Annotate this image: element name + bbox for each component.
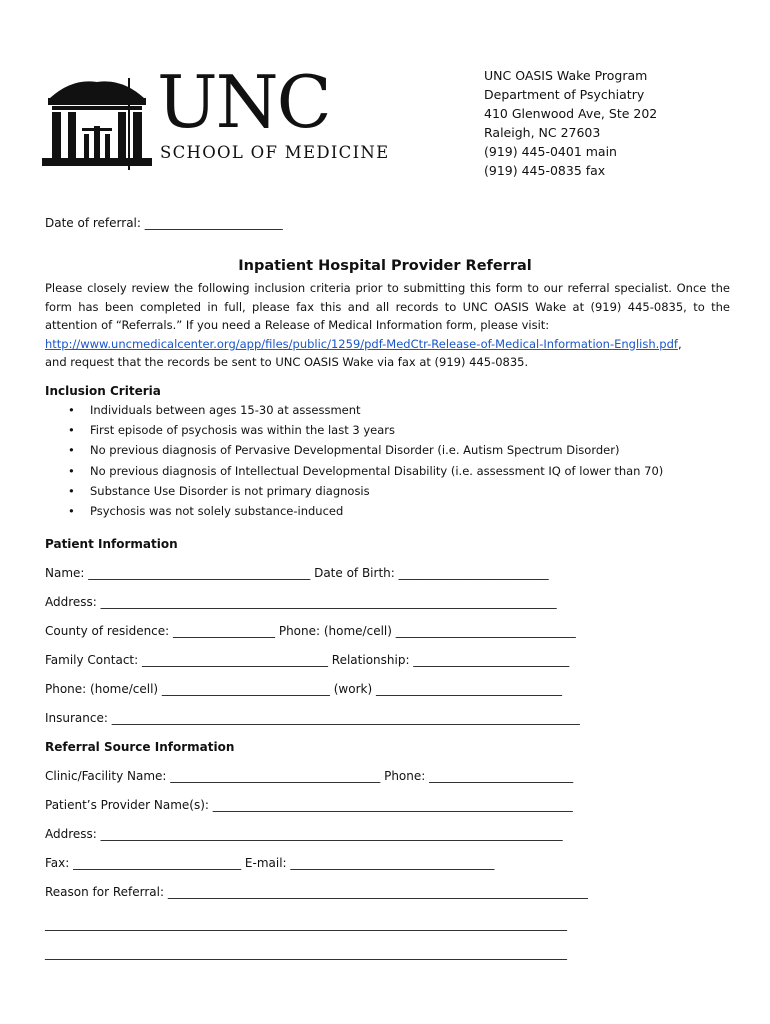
date-of-referral-field[interactable]: Date of referral: _______________________ [45,216,283,230]
insurance-field[interactable]: Insurance: ______________________________________________________________________________ [45,711,580,725]
link-suffix: , [677,336,682,351]
inclusion-criteria-heading: Inclusion Criteria [45,384,161,398]
referral-source-heading: Referral Source Information [45,740,235,754]
form-title: Inpatient Hospital Provider Referral [238,258,532,274]
criterion-text: Individuals between ages 15-30 at assessment [90,403,361,417]
criterion-text: Psychosis was not solely substance-induced [90,503,344,518]
criterion-text: No previous diagnosis of Pervasive Developmental Disorder (i.e. Autism Spectrum Disorder) [90,443,620,458]
list-item [68,420,663,440]
intro-text-2: and request that the records be sent to UNC OASIS Wake via fax at (919) 445-0835. [45,355,529,369]
release-form-link[interactable]: http://www.uncmedicalcenter.org/app/files/public/1259/pdf-MedCtr-Release-of-Medical-Information-English.pdf [45,336,678,351]
reason-extra-line[interactable]: _______________________________________________________________________________________ [45,946,567,960]
bullet-icon: • [68,483,75,498]
address-line: UNC OASIS Wake Program [484,68,648,83]
list-item [68,461,663,481]
referral-address-field[interactable]: Address: _____________________________________________________________________________ [45,827,563,841]
contact-phone-field[interactable]: Phone: (home/cell) ____________________________ (work) _______________________________ [45,682,562,696]
logo-unc-text: UNC [157,60,330,144]
patient-name-dob-field[interactable]: Name: _____________________________________ Date of Birth: _________________________ [45,566,549,580]
address-line: Raleigh, NC 27603 [484,125,601,140]
criterion-text: First episode of psychosis was within the last 3 years [90,423,395,438]
intro-text: Please closely review the following inclusion criteria prior to submitting this form to our referral specialist. Once the form has been completed in full, please fax this and all records to UNC OASIS Wake at (919) 445-0835, to the attention of “Referrals.” If you need a Release of Medical Information form, please visit: [45,281,730,332]
logo-school-text: SCHOOL OF MEDICINE [160,143,390,162]
patient-information-heading: Patient Information [45,537,178,551]
reason-for-referral-field[interactable]: Reason for Referral: ______________________________________________________________________ [45,885,588,899]
address-line: (919) 445-0835 fax [484,163,606,178]
criterion-text: No previous diagnosis of Intellectual Developmental Disability (i.e. assessment IQ of lower than 70) [90,463,664,478]
clinic-phone-field[interactable]: Clinic/Facility Name: ___________________________________ Phone: ________________________ [45,769,574,783]
patient-address-field[interactable]: Address: ____________________________________________________________________________ [45,595,557,609]
criterion-text: Substance Use Disorder is not primary diagnosis [90,483,370,498]
intro-paragraph [45,279,730,372]
list-item [68,400,663,420]
address-line: 410 Glenwood Ave, Ste 202 [484,106,658,121]
bullet-icon: • [68,403,75,417]
logo-divider [128,78,130,170]
program-address [484,66,657,180]
fax-email-field[interactable]: Fax: ____________________________ E-mail: __________________________________ [45,856,495,870]
address-line: Department of Psychiatry [484,87,645,102]
inclusion-criteria-list [68,400,663,521]
address-line: (919) 445-0401 main [484,144,617,159]
bullet-icon: • [68,423,75,438]
bullet-icon: • [68,443,75,458]
list-item [68,481,663,501]
old-well-icon [42,76,152,172]
family-contact-field[interactable]: Family Contact: _______________________________ Relationship: __________________________ [45,653,570,667]
bullet-icon: • [68,463,75,478]
list-item [68,440,663,460]
county-phone-field[interactable]: County of residence: _________________ Phone: (home/cell) ______________________________ [45,624,576,638]
provider-name-field[interactable]: Patient’s Provider Name(s): ____________________________________________________________ [45,798,573,812]
bullet-icon: • [68,503,75,518]
list-item [68,501,663,521]
unc-school-of-medicine-logo [42,60,442,172]
reason-extra-line[interactable]: _______________________________________________________________________________________ [45,917,567,931]
